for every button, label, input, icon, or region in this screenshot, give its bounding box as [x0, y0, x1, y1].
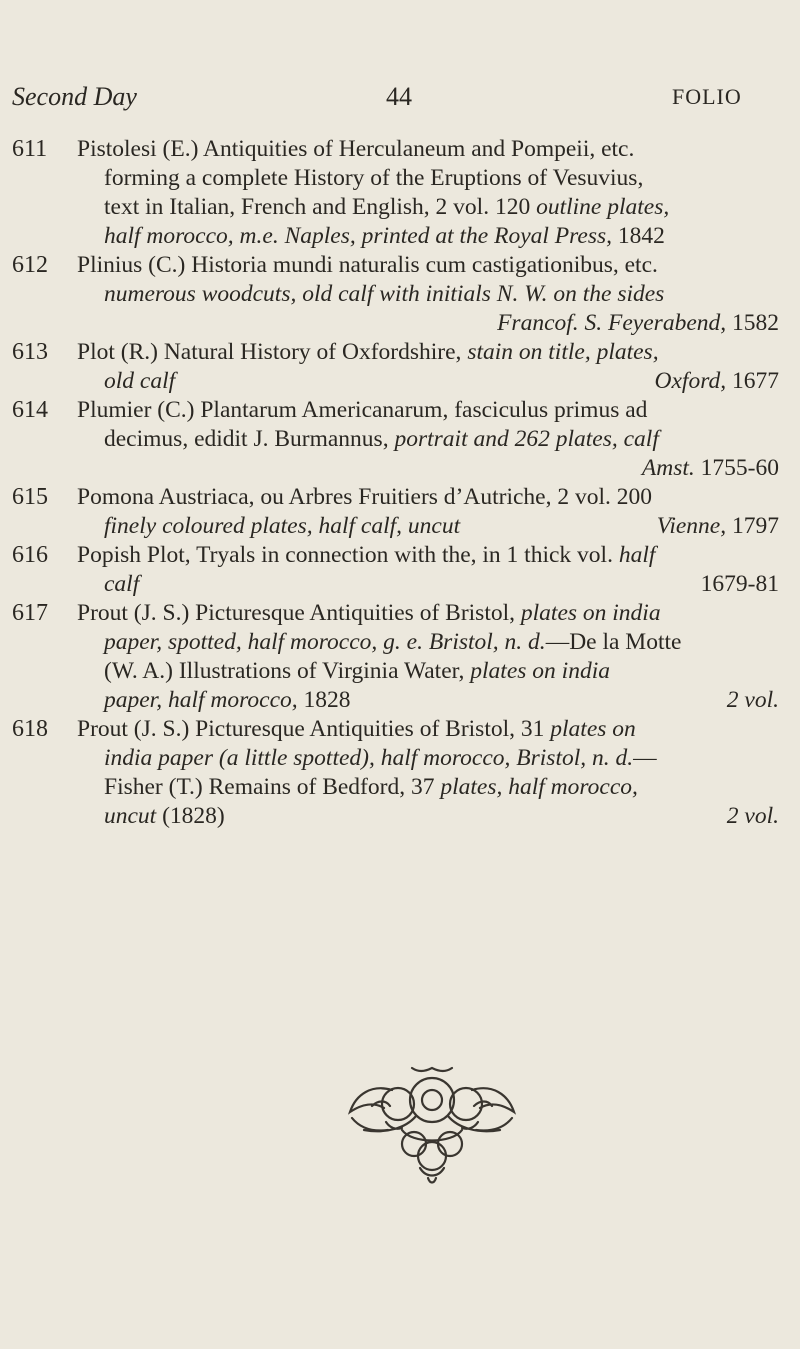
page-header	[0, 82, 800, 112]
lot-line: paper, half morocco, 1828 2 vol.	[104, 687, 779, 713]
lot-description	[77, 396, 779, 483]
lot-list	[0, 135, 800, 831]
lot-number: 611	[12, 136, 48, 162]
lot-description	[77, 251, 779, 338]
lot-line: Plumier (C.) Plantarum Americanarum, fasciculus primus ad	[77, 397, 648, 423]
lot-line: Prout (J. S.) Picturesque Antiquities of Bristol, 31 plates on	[77, 716, 636, 742]
page-number: 44	[386, 82, 412, 111]
lot-entry	[0, 338, 800, 396]
lot-description	[77, 599, 779, 715]
running-head-title: Second Day	[12, 82, 137, 111]
lot-entry	[0, 599, 800, 715]
lot-line: Popish Plot, Tryals in connection with the, in 1 thick vol. half	[77, 542, 656, 568]
lot-description	[77, 483, 779, 541]
running-head-format: FOLIO	[672, 84, 742, 109]
lot-number: 614	[12, 397, 48, 423]
lot-line: decimus, edidit J. Burmannus, portrait and 262 plates, calf	[104, 426, 659, 452]
lot-line: text in Italian, French and English, 2 vol. 120 outline plates,	[104, 194, 670, 220]
lot-entry	[0, 541, 800, 599]
lot-line: Pomona Austriaca, ou Arbres Fruitiers d’Autriche, 2 vol. 200	[77, 484, 653, 510]
lot-number: 618	[12, 716, 48, 742]
lot-number: 612	[12, 252, 48, 278]
lot-number: 616	[12, 542, 48, 568]
lot-line: india paper (a little spotted), half morocco, Bristol, n. d.—	[104, 745, 657, 771]
lot-number: 617	[12, 600, 48, 626]
lot-line: forming a complete History of the Eruptions of Vesuvius,	[104, 165, 644, 191]
lot-entry	[0, 135, 800, 251]
lot-line: Amst. 1755-60	[641, 455, 779, 481]
lot-line: Francof. S. Feyerabend, 1582	[497, 310, 779, 336]
lot-line: finely coloured plates, half calf, uncut Vienne, 1797	[104, 513, 779, 539]
lot-entry	[0, 715, 800, 831]
lot-line: Plinius (C.) Historia mundi naturalis cum castigationibus, etc.	[77, 252, 658, 278]
lot-line: Plot (R.) Natural History of Oxfordshire, stain on title, plates,	[77, 339, 659, 365]
lot-line: half morocco, m.e. Naples, printed at the Royal Press, 1842	[104, 223, 665, 249]
lot-number: 613	[12, 339, 48, 365]
lot-entry	[0, 251, 800, 338]
lot-line: calf 1679-81	[104, 571, 779, 597]
lot-line: Pistolesi (E.) Antiquities of Herculaneum and Pompeii, etc.	[77, 136, 635, 162]
lot-line: (W. A.) Illustrations of Virginia Water, plates on india	[104, 658, 610, 684]
lot-line: paper, spotted, half morocco, g. e. Bristol, n. d.—De la Motte	[104, 629, 682, 655]
lot-description	[77, 135, 779, 251]
lot-description	[77, 541, 779, 599]
lot-line: uncut (1828) 2 vol.	[104, 803, 779, 829]
lot-line: numerous woodcuts, old calf with initials N. W. on the sides	[104, 281, 665, 307]
lot-entry	[0, 396, 800, 483]
lot-line: Fisher (T.) Remains of Bedford, 37 plates, half morocco,	[104, 774, 638, 800]
lot-description	[77, 338, 779, 396]
floral-ornament-icon	[332, 1060, 532, 1190]
lot-line: old calf Oxford, 1677	[104, 368, 779, 394]
lot-description	[77, 715, 779, 831]
lot-line: Prout (J. S.) Picturesque Antiquities of Bristol, plates on india	[77, 600, 661, 626]
lot-entry	[0, 483, 800, 541]
lot-number: 615	[12, 484, 48, 510]
